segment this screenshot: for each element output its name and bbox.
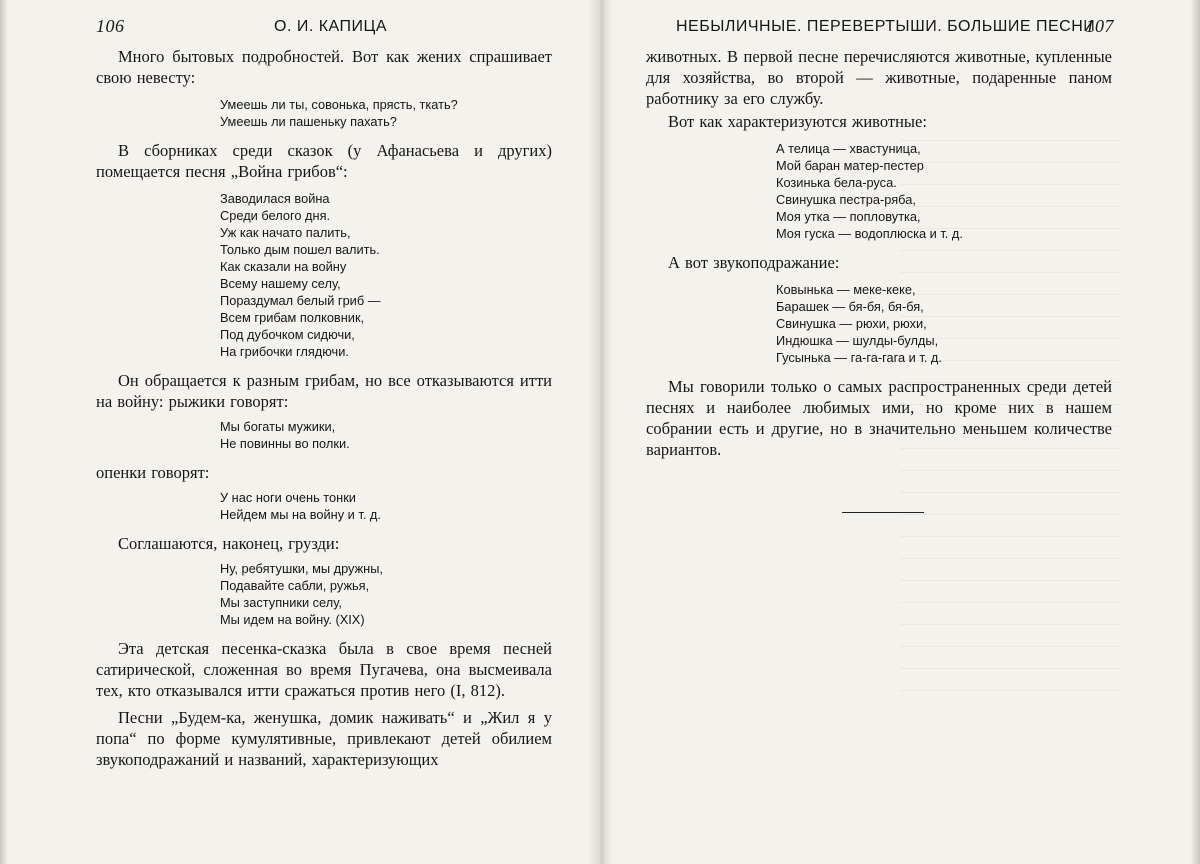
verse-line: Всему нашему селу, xyxy=(220,276,341,291)
verse-line: Моя утка — попловутка, xyxy=(776,209,921,224)
verse-line: Только дым пошел валить. xyxy=(220,242,380,257)
left-page-number: 106 xyxy=(96,16,125,36)
left-paragraph-6: Эта детская песенка-сказка была в свое время песней сатирической, сложенная во время Пугачева, она высмеивала тех, кто отказывался итти сражаться против него (I, 812). xyxy=(96,639,552,700)
verse-line: Как сказали на войну xyxy=(220,259,347,274)
left-paragraph-3: Он обращается к разным грибам, но все отказываются итти на войну: рыжики говорят: xyxy=(96,371,552,411)
verse-line: Уж как начато палить, xyxy=(220,225,351,240)
left-paragraph-5: Соглашаются, наконец, грузди: xyxy=(118,534,340,553)
verse-line: Умеешь ли пашеньку пахать? xyxy=(220,114,397,129)
verse-line: Мой баран матер-пестер xyxy=(776,158,924,173)
book-gutter xyxy=(588,0,614,864)
left-paragraph-1: Много бытовых подробностей. Вот как жених спрашивает свою невесту: xyxy=(96,47,552,87)
right-running-head: НЕБЫЛИЧНЫЕ. ПЕРЕВЕРТЫШИ. БОЛЬШИЕ ПЕСНИ xyxy=(676,18,1096,35)
left-paragraph-2: В сборниках среди сказок (у Афанасьева и других) помещается песня „Война грибов“: xyxy=(96,141,552,181)
right-paragraph-1: животных. В первой песне перечисляются животные, купленные для хозяйства, во второй — животные, подаренные паном работнику за его службу. xyxy=(646,47,1112,108)
verse-line: Подавайте сабли, ружья, xyxy=(220,578,370,593)
verse-line: На грибочки глядючи. xyxy=(220,344,349,359)
right-paragraph-2: Вот как характеризуются животные: xyxy=(668,112,927,131)
left-page-edge-shadow xyxy=(0,0,8,864)
bleed-through-texture xyxy=(900,140,1120,700)
left-verse-1 xyxy=(96,96,552,130)
left-verse-3 xyxy=(96,418,552,452)
left-page-header xyxy=(96,0,552,34)
verse-line: Ну, ребятушки, мы дружны, xyxy=(220,561,383,576)
left-verse-5 xyxy=(96,560,552,628)
verse-line: Мы заступники селу, xyxy=(220,595,342,610)
verse-line: Пораздумал белый гриб — xyxy=(220,293,381,308)
verse-line: Гусынька — га-га-гага и т. д. xyxy=(776,350,942,365)
right-page-edge-shadow xyxy=(1190,0,1200,864)
right-paragraph-4: Мы говорили только о самых распространенных среди детей песнях и наиболее любимых ими, но кроме них в нашем собрании есть и другие, но в значительно меньшем количестве вариантов. xyxy=(646,377,1112,459)
verse-line: Барашек — бя-бя, бя-бя, xyxy=(776,299,924,314)
verse-line: Ковынька — меке-кеке, xyxy=(776,282,916,297)
right-page-header xyxy=(646,0,1112,34)
left-running-head: О. И. КАПИЦА xyxy=(274,18,388,35)
verse-line: Мы богаты мужики, xyxy=(220,419,336,434)
verse-line: А телица — хвастуница, xyxy=(776,141,921,156)
verse-line: Нейдем мы на войну и т. д. xyxy=(220,507,381,522)
left-verse-2 xyxy=(96,190,552,360)
verse-line: Свинушка пестра-ряба, xyxy=(776,192,916,207)
verse-line: У нас ноги очень тонки xyxy=(220,490,356,505)
left-paragraph-7: Песни „Будем-ка, женушка, домик наживать“ и „Жил я у попа“ по форме кумулятивные, привлекают детей обилием звукоподражаний и названий, характеризующих xyxy=(96,708,552,769)
verse-line: Под дубочком сидючи, xyxy=(220,327,355,342)
verse-line: Свинушка — рюхи, рюхи, xyxy=(776,316,927,331)
verse-line: Среди белого дня. xyxy=(220,208,331,223)
right-page-number: 107 xyxy=(1085,16,1114,36)
right-paragraph-3: А вот звукоподражание: xyxy=(668,253,840,272)
left-paragraph-4: опенки говорят: xyxy=(96,463,210,482)
verse-line: Мы идем на войну. (XIX) xyxy=(220,612,365,627)
verse-line: Не повинны во полки. xyxy=(220,436,350,451)
verse-line: Всем грибам полковник, xyxy=(220,310,365,325)
verse-line: Козинька бела-руса. xyxy=(776,175,897,190)
verse-line: Моя гуска — водоплюска и т. д. xyxy=(776,226,963,241)
verse-line: Индюшка — шулды-булды, xyxy=(776,333,939,348)
verse-line: Заводилася война xyxy=(220,191,330,206)
verse-line: Умеешь ли ты, совонька, прясть, ткать? xyxy=(220,97,458,112)
left-verse-4 xyxy=(96,489,552,523)
